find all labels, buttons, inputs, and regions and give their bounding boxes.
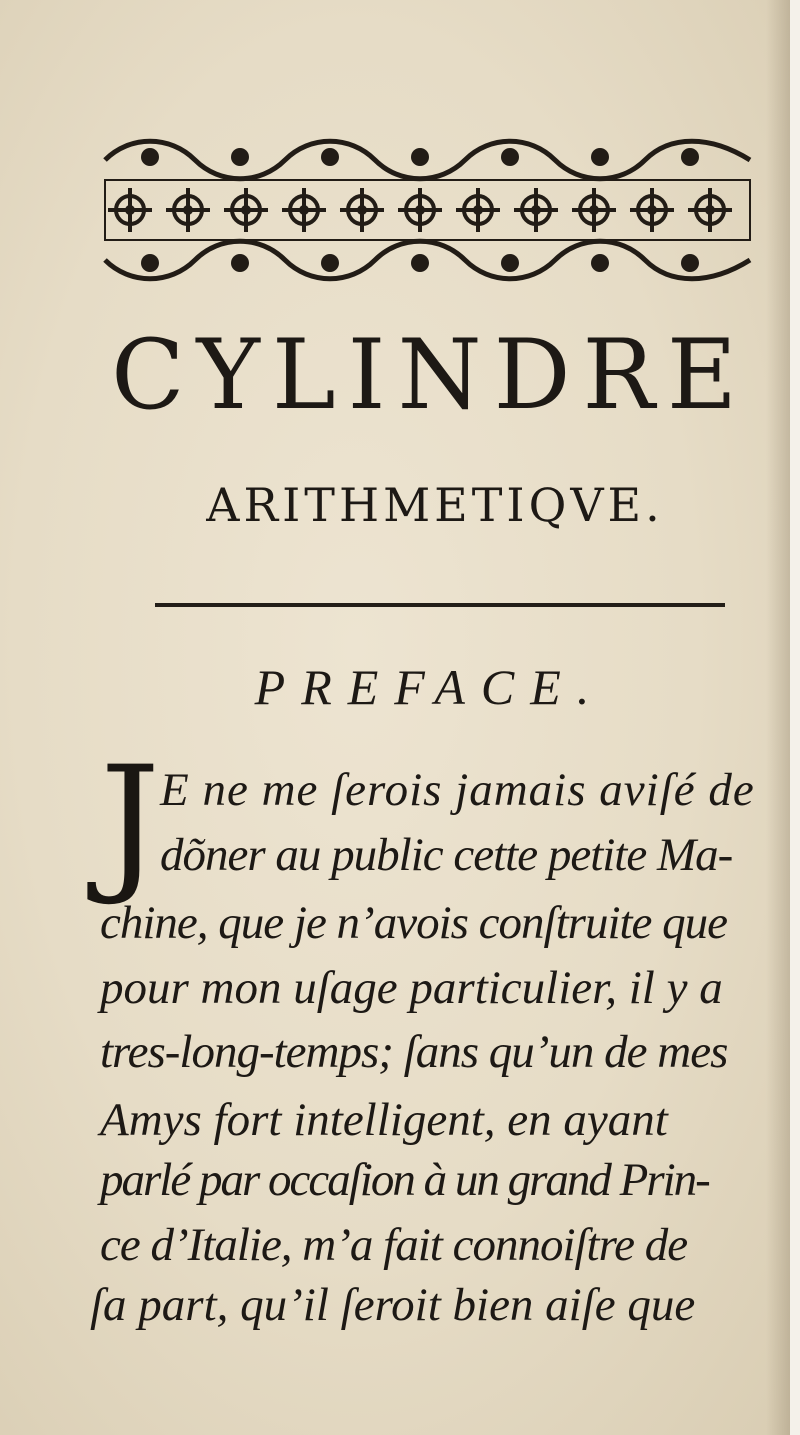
headpiece-ornament [100, 135, 755, 285]
page-shadow-edge [766, 0, 790, 1435]
body-line: dõner au public cette petite Ma- [160, 829, 733, 881]
body-line: ſa part, qu’il ſeroit bien aiſe que [90, 1279, 696, 1331]
drop-cap: J [100, 735, 161, 909]
page-subtitle: ARITHMETIQVE. [206, 478, 664, 532]
page-margin-edge [790, 0, 800, 1435]
section-heading: PREFACE. [254, 659, 606, 715]
body-line: tres-long-temps; ſans qu’un de mes [100, 1026, 728, 1078]
body-line: chine, que je n’avois conſtruite que [100, 897, 728, 949]
body-line: Amys fort intelligent, en ayant [100, 1094, 668, 1146]
body-line: parlé par occaſion à un grand Prin- [100, 1154, 709, 1206]
body-line: ce d’Italie, m’a fait connoiſtre de [100, 1219, 688, 1271]
body-line: pour mon uſage particulier, il y a [100, 962, 723, 1014]
body-line: E ne me ſerois jamais aviſé de [160, 764, 755, 816]
horizontal-rule [155, 603, 725, 607]
page-title: CYLINDRE [111, 319, 749, 431]
